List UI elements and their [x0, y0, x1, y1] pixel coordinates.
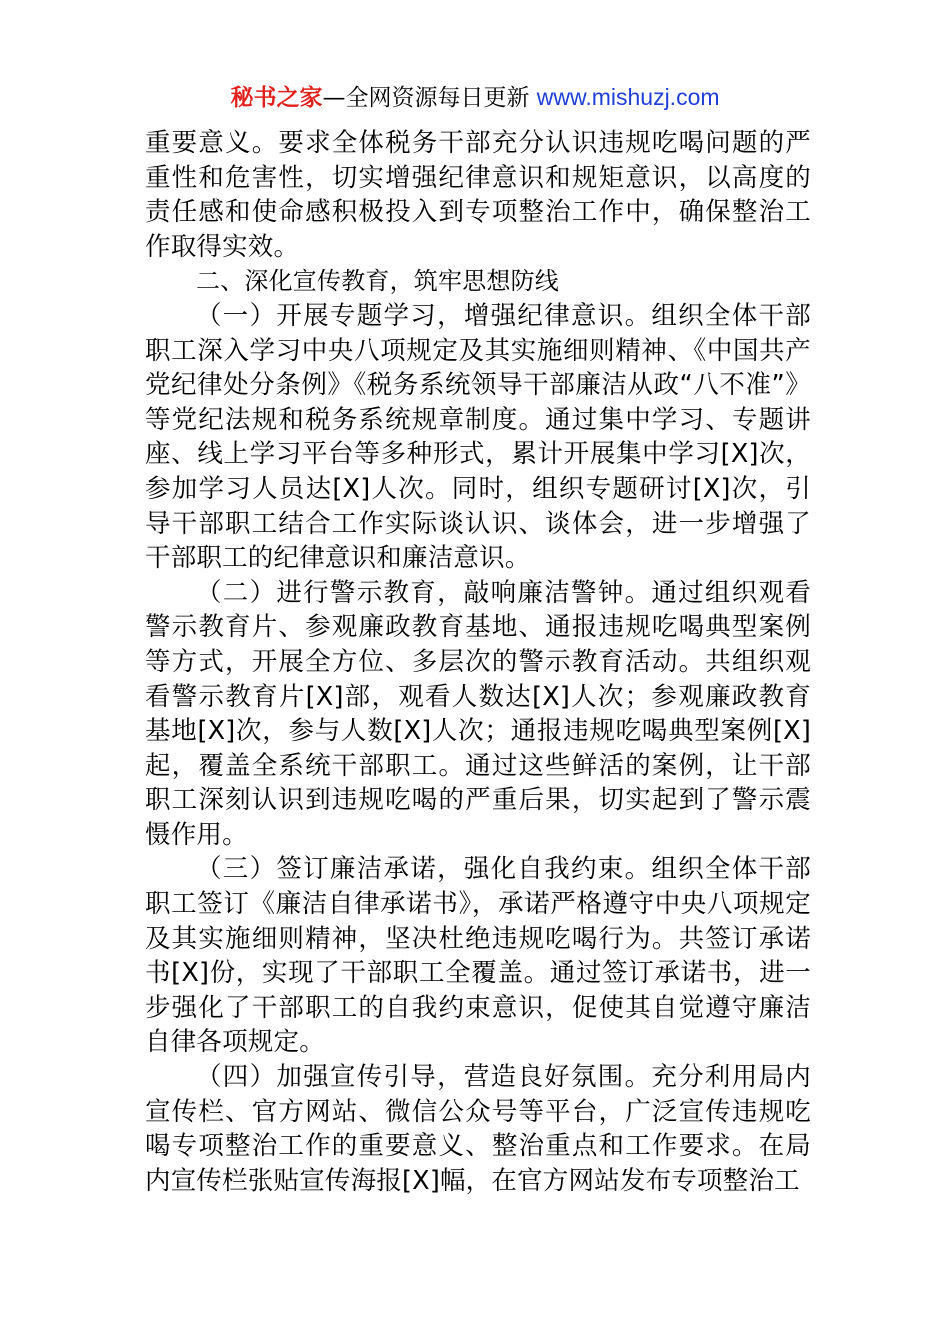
- header-tagline: —全网资源每日更新: [322, 85, 537, 111]
- paragraph-item-3: （三）签订廉洁承诺，强化自我约束。组织全体干部职工签订《廉洁自律承诺书》，承诺严格遵守中央八项规定及其实施细则精神，坚决杜绝违规吃喝行为。共签订承诺书[X]份，实现了干部职工全覆盖。通过签订承诺书，进一步强化了干部职工的自我约束意识，促使其自觉遵守廉洁自律各项规定。: [145, 854, 811, 1058]
- brand-name: 秘书之家: [230, 85, 323, 111]
- paragraph-item-1: （一）开展专题学习，增强纪律意识。组织全体干部职工深入学习中央八项规定及其实施细则精神、《中国共产党纪律处分条例》《税务系统领导干部廉洁从政“八不准”》等党纪法规和税务系统规章制度。通过集中学习、专题讲座、线上学习平台等多种形式，累计开展集中学习[X]次，参加学习人员达[X]人次。同时，组织专题研讨[X]次，引导干部职工结合工作实际谈认识、谈体会，进一步增强了干部职工的纪律意识和廉洁意识。: [145, 300, 811, 574]
- site-url-link[interactable]: www.mishuzj.com: [536, 84, 720, 110]
- section-heading: 二、深化宣传教育，筑牢思想防线: [196, 267, 559, 296]
- site-header: [0, 82, 950, 113]
- document-body: [145, 126, 811, 1198]
- paragraph-continuation: 重要意义。要求全体税务干部充分认识违规吃喝问题的严重性和危害性，切实增强纪律意识和规矩意识，以高度的责任感和使命感积极投入到专项整治工作中，确保整治工作取得实效。: [145, 128, 811, 262]
- paragraph-item-4: （四）加强宣传引导，营造良好氛围。充分利用局内宣传栏、官方网站、微信公众号等平台，广泛宣传违规吃喝专项整治工作的重要意义、整治重点和工作要求。在局内宣传栏张贴宣传海报[X]幅，在官方网站发布专项整治工: [145, 1062, 811, 1196]
- paragraph-item-2: （二）进行警示教育，敲响廉洁警钟。通过组织观看警示教育片、参观廉政教育基地、通报违规吃喝典型案例等方式，开展全方位、多层次的警示教育活动。共组织观看警示教育片[X]部，观看人数达[X]人次；参观廉政教育基地[X]次，参与人数[X]人次；通报违规吃喝典型案例[X]起，覆盖全系统干部职工。通过这些鲜活的案例，让干部职工深刻认识到违规吃喝的严重后果，切实起到了警示震慑作用。: [145, 577, 811, 850]
